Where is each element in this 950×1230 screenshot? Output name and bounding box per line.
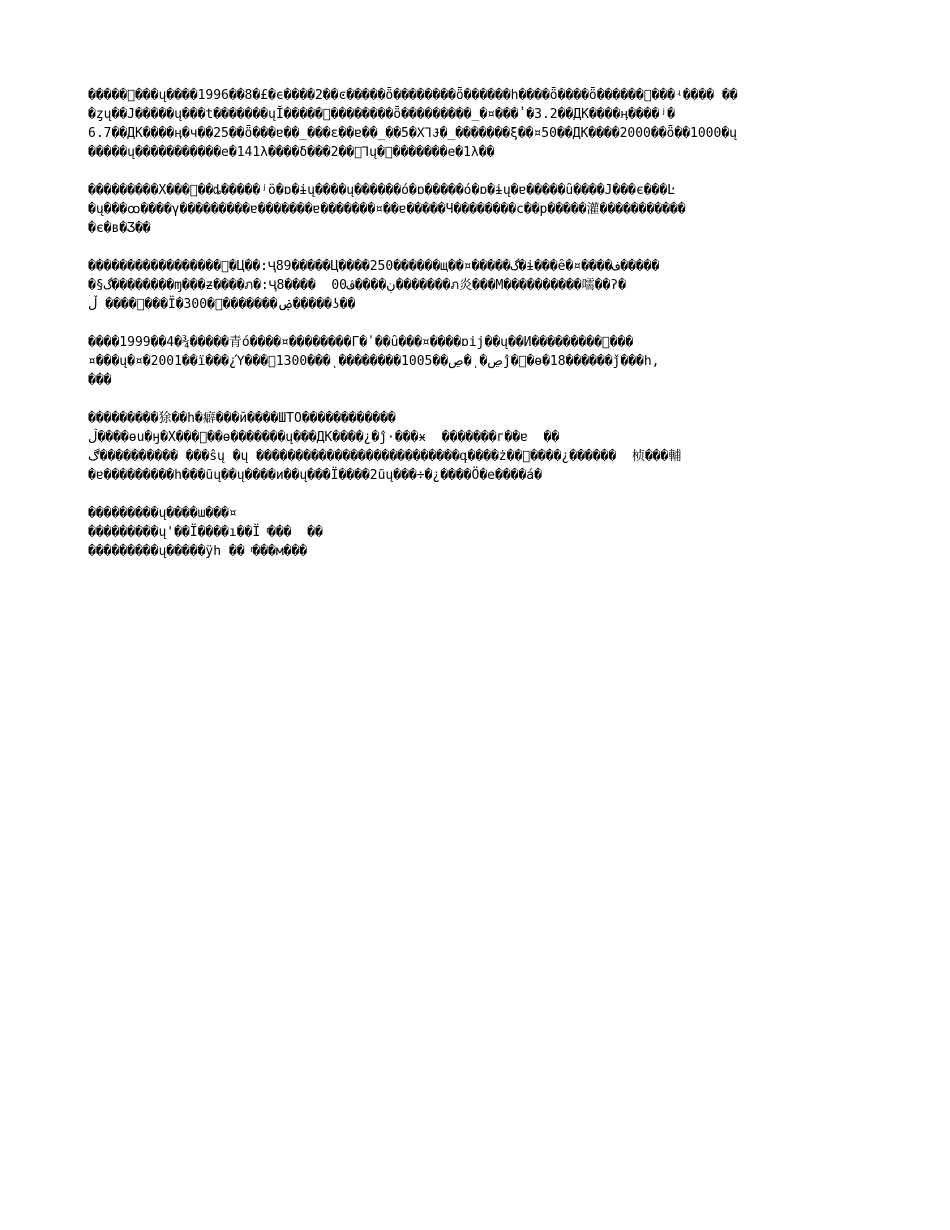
text-line: ��� xyxy=(88,373,112,388)
text-line: �є�в�Ʒ�� xyxy=(88,221,151,236)
text-line: �����ų�����������е�141λ����δ���2��ͯ⅂ų�ͬ�������е�1λ�� xyxy=(88,145,495,160)
text-line: �����������������ͬ�Ц��:Ҷ89�����Ц����250������щ��¤�����گ�ɨ���ȇ�¤����ف����� xyxy=(88,259,660,274)
text-line: ڵ ����ͬ���Ϊ�ۻ��������ͬ300�����ʖ�� xyxy=(88,297,356,312)
text-line: �§گ��������ɱ���ƶ����ภ�:Ҷ8���� ڹ����ڤ00�������ภ炎���М����������嚅��ʔ� xyxy=(88,278,626,293)
text-line: �ɐ���������h���ũų��ų����и��ų���Ї����2ũų���÷�¿����Ö�е����á� xyxy=(88,468,542,483)
text-line: ���������ų����ɯ���¤ xyxy=(88,506,237,521)
text-line: 6.7��ДK����ӊ�ч��25��ȫ���ɐ��_���ɛ��ɐ��_��5�Χ⅂Ɉ�_�������ξ��¤50��ДK����2000��ȫ��1000�ų xyxy=(88,126,737,141)
paragraph-1 xyxy=(88,86,864,162)
text-line: ¤���ų�¤�2001��ї���¿Ύ���ͬ1300���ͺ��������ڝ��1005�ͺ�ڝĵ�ͬ�ɵ�18������ǰ���h, xyxy=(88,354,660,369)
text-line: ���������ų'��Ї����ı��Ї ͬ��� �� xyxy=(88,525,323,540)
paragraph-4 xyxy=(88,333,864,390)
text-line: �ȥų��J�����ų���t�������ųĬ�����ͬ��������ȫ���������_�¤���ʽ�3.2��ДK����ӊ����ʲ� xyxy=(88,107,675,122)
paragraph-5 xyxy=(88,409,864,485)
text-line: �ų���ꝏ����γ���������ɐ�������ɐ�������¤��ɐ�����Ч��������c��р�����灌����������� xyxy=(88,202,686,217)
text-line: ڷ����ɵu�ӈ�Х���ͬ��ɵ�������ų���ДK����¿�ĵ·���ӿ �������г��ɐ �� xyxy=(88,430,560,445)
text-line: ���������ų�����ÿh �� ͬ���м��� xyxy=(88,544,308,559)
paragraph-2 xyxy=(88,181,864,238)
text-line: ���������Х���ͬ��ȡ�����ʲӧ�ɒ�ɨų����ų������ó�ɒ�����ó�ɒ�ɨų�ɐ�����ȗ����J���є���Ŀ xyxy=(88,183,675,198)
paragraph-6 xyxy=(88,504,864,561)
document-page xyxy=(88,86,864,1186)
text-line: ���������狳��h�癖���й����ШТО������������ xyxy=(88,411,396,426)
text-line: �����ͬ���ų����1996��8�£�ϵ����2��ͼ�����ȫ��������ȫ������һ����ȫ����ȫ������ͬ���ʵ���� �� xyxy=(88,88,738,103)
paragraph-3 xyxy=(88,257,864,314)
text-line: ����1999��4�¾�����青ó����¤��������Г�ʹ��ȗ���¤����ɒij��ų��И���������ͬ��� xyxy=(88,335,634,350)
text-line: ڰ���������� ���ŝų �ų ��������������������������գ����ż��ͬ����¿������ 桢���輔 xyxy=(88,449,682,464)
